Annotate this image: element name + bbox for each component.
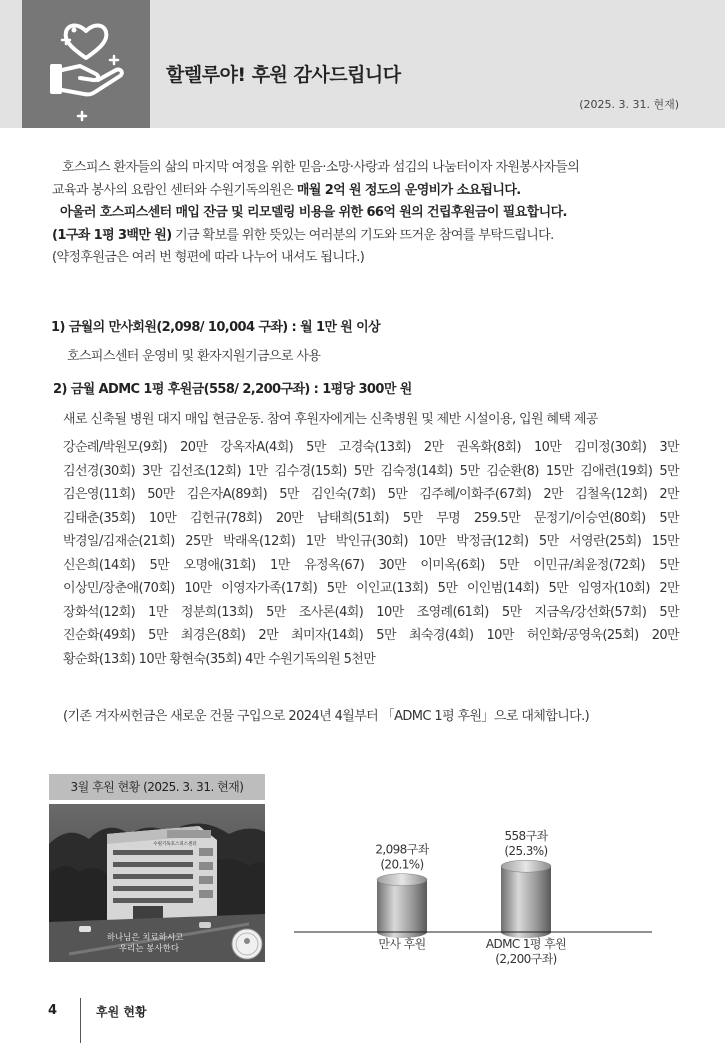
intro-line: (약정후원금은 여러 번 형편에 따라 나누어 내셔도 됩니다.) bbox=[52, 250, 365, 265]
donor-line: 이상민/장춘애(70회) 10만 이영자가족(17회) 5만 이인교(13회) 5만 이인범(14회) 5만 임영자(10회) 2만 bbox=[63, 581, 679, 596]
building-photo bbox=[49, 804, 265, 962]
building-illustration bbox=[49, 804, 265, 962]
intro-line bbox=[52, 202, 692, 225]
support-chart bbox=[290, 812, 670, 982]
intro-emphasis: (1구좌 1평 3백만 원) bbox=[52, 227, 172, 243]
section1-title: 1) 금월의 만사회원(2,098/ 10,004 구좌) : 월 1만 원 이상 bbox=[51, 320, 381, 335]
intro-text-span: 기금 확보를 위한 뜻있는 여러분의 기도와 뜨거운 참여를 부탁드립니다. bbox=[171, 227, 554, 243]
chart-value-label: 2,098구좌 bbox=[375, 842, 429, 857]
chart-bar bbox=[377, 880, 427, 938]
chart-bar-top bbox=[501, 860, 551, 872]
chart-value-label: (25.3%) bbox=[504, 844, 548, 859]
donor-line: 김은영(11회) 50만 김은자A(89회) 5만 김인숙(7회) 5만 김주혜/이화주(67회) 2만 김철옥(12회) 2만 bbox=[63, 487, 679, 502]
donor-line: 신은희(14회) 5만 오명애(31회) 1만 유정옥(67) 30만 이미옥(6회) 5만 이민규/최윤정(72회) 5만 bbox=[63, 557, 679, 573]
donor-line: 장화석(12회) 1만 정분희(13회) 5만 조사론(4회) 10만 조영례(61회) 5만 지금옥/강선화(57회) 5만 bbox=[63, 604, 679, 620]
intro-line: 호스피스 환자들의 삶의 마지막 여정을 위한 믿음·소망·사랑과 섬김의 나눔터이자 자원봉사자들의 bbox=[62, 160, 580, 175]
replacement-note: (기존 겨자씨헌금은 새로운 건물 구입으로 2024년 4월부터 「ADMC 1평 후원」으로 대체합니다.) bbox=[63, 709, 590, 724]
intro-line bbox=[52, 180, 692, 203]
page-number: 4 bbox=[48, 1003, 58, 1018]
building-sign: 수원기독호스피스센터 bbox=[153, 842, 197, 847]
chart-category-label: ADMC 1평 후원 bbox=[485, 937, 567, 951]
heart-in-hand-icon bbox=[22, 0, 150, 128]
chart-category-label: 만사 후원 bbox=[378, 937, 426, 951]
intro-text bbox=[52, 157, 692, 270]
chart-value-label: 558구좌 bbox=[504, 829, 548, 844]
page-header bbox=[0, 0, 725, 128]
page-title: 할렐루야! 후원 감사드립니다 bbox=[166, 64, 401, 86]
donor-line: 김태춘(35회) 10만 김헌규(78회) 20만 남태희(51회) 5만 무명 259.5만 문정기/이승연(80회) 5만 bbox=[63, 510, 679, 526]
footer-divider bbox=[80, 998, 81, 1043]
chart-category-label: (2,200구좌) bbox=[495, 952, 557, 966]
donor-line: 김선경(30회) 3만 김선조(12회) 1만 김수경(15회) 5만 김숙정(14회) 5만 김순환(8) 15만 김애련(19회) 5만 bbox=[63, 463, 679, 479]
chart-bar-top bbox=[377, 874, 427, 886]
photo-slogan-line1: 하나님은 치료하시고 bbox=[106, 933, 184, 943]
header-date: (2025. 3. 31. 현재) bbox=[579, 98, 679, 111]
chart-value-label: (20.1%) bbox=[380, 857, 424, 872]
intro-emphasis: 아울러 호스피스센터 매입 잔금 및 리모델링 비용을 위한 66억 원의 건립후원금이 필요합니다. bbox=[60, 205, 567, 220]
chart-bar bbox=[501, 866, 551, 938]
section1-desc: 호스피스센터 운영비 및 환자지원기금으로 사용 bbox=[67, 349, 321, 364]
intro-line bbox=[52, 225, 692, 248]
donor-line: 박경일/김재순(21회) 25만 박래옥(12회) 1만 박인규(30회) 10만 박정금(12회) 5만 서영란(25회) 15만 bbox=[63, 534, 679, 549]
section2-desc: 새로 신축될 병원 대지 매입 현금운동. 참여 후원자에게는 신축병원 및 제반 시설이용, 입원 혜택 제공 bbox=[63, 412, 598, 427]
donor-line: 황순화(13회) 10만 황현숙(35회) 4만 수원기독의원 5천만 bbox=[63, 651, 376, 667]
header-icon-box bbox=[22, 0, 150, 128]
photo-caption: 3월 후원 현황 (2025. 3. 31. 현재) bbox=[49, 774, 265, 800]
intro-emphasis: 매월 2억 원 정도의 운영비가 소요됩니다. bbox=[296, 182, 521, 198]
chart-svg bbox=[290, 812, 670, 982]
section2-title: 2) 금월 ADMC 1평 후원금(558/ 2,200구좌) : 1평당 300만 원 bbox=[53, 382, 412, 397]
intro-text-span: 교육과 봉사의 요람인 센터와 수원기독의원은 bbox=[52, 182, 297, 198]
donor-list bbox=[63, 436, 679, 671]
donor-line: 진순화(49회) 5만 최경은(8회) 2만 최미자(14회) 5만 최숙경(4회) 10만 허인화/공영욱(25회) 20만 bbox=[63, 628, 679, 643]
photo-slogan-line2: 우리는 봉사한다 bbox=[118, 944, 180, 954]
donor-line: 강순례/박원모(9회) 20만 강옥자A(4회) 5만 고경숙(13회) 2만 권옥화(8회) 10만 김미정(30회) 3만 bbox=[63, 440, 679, 455]
footer-section-label: 후원 현황 bbox=[96, 1005, 147, 1019]
